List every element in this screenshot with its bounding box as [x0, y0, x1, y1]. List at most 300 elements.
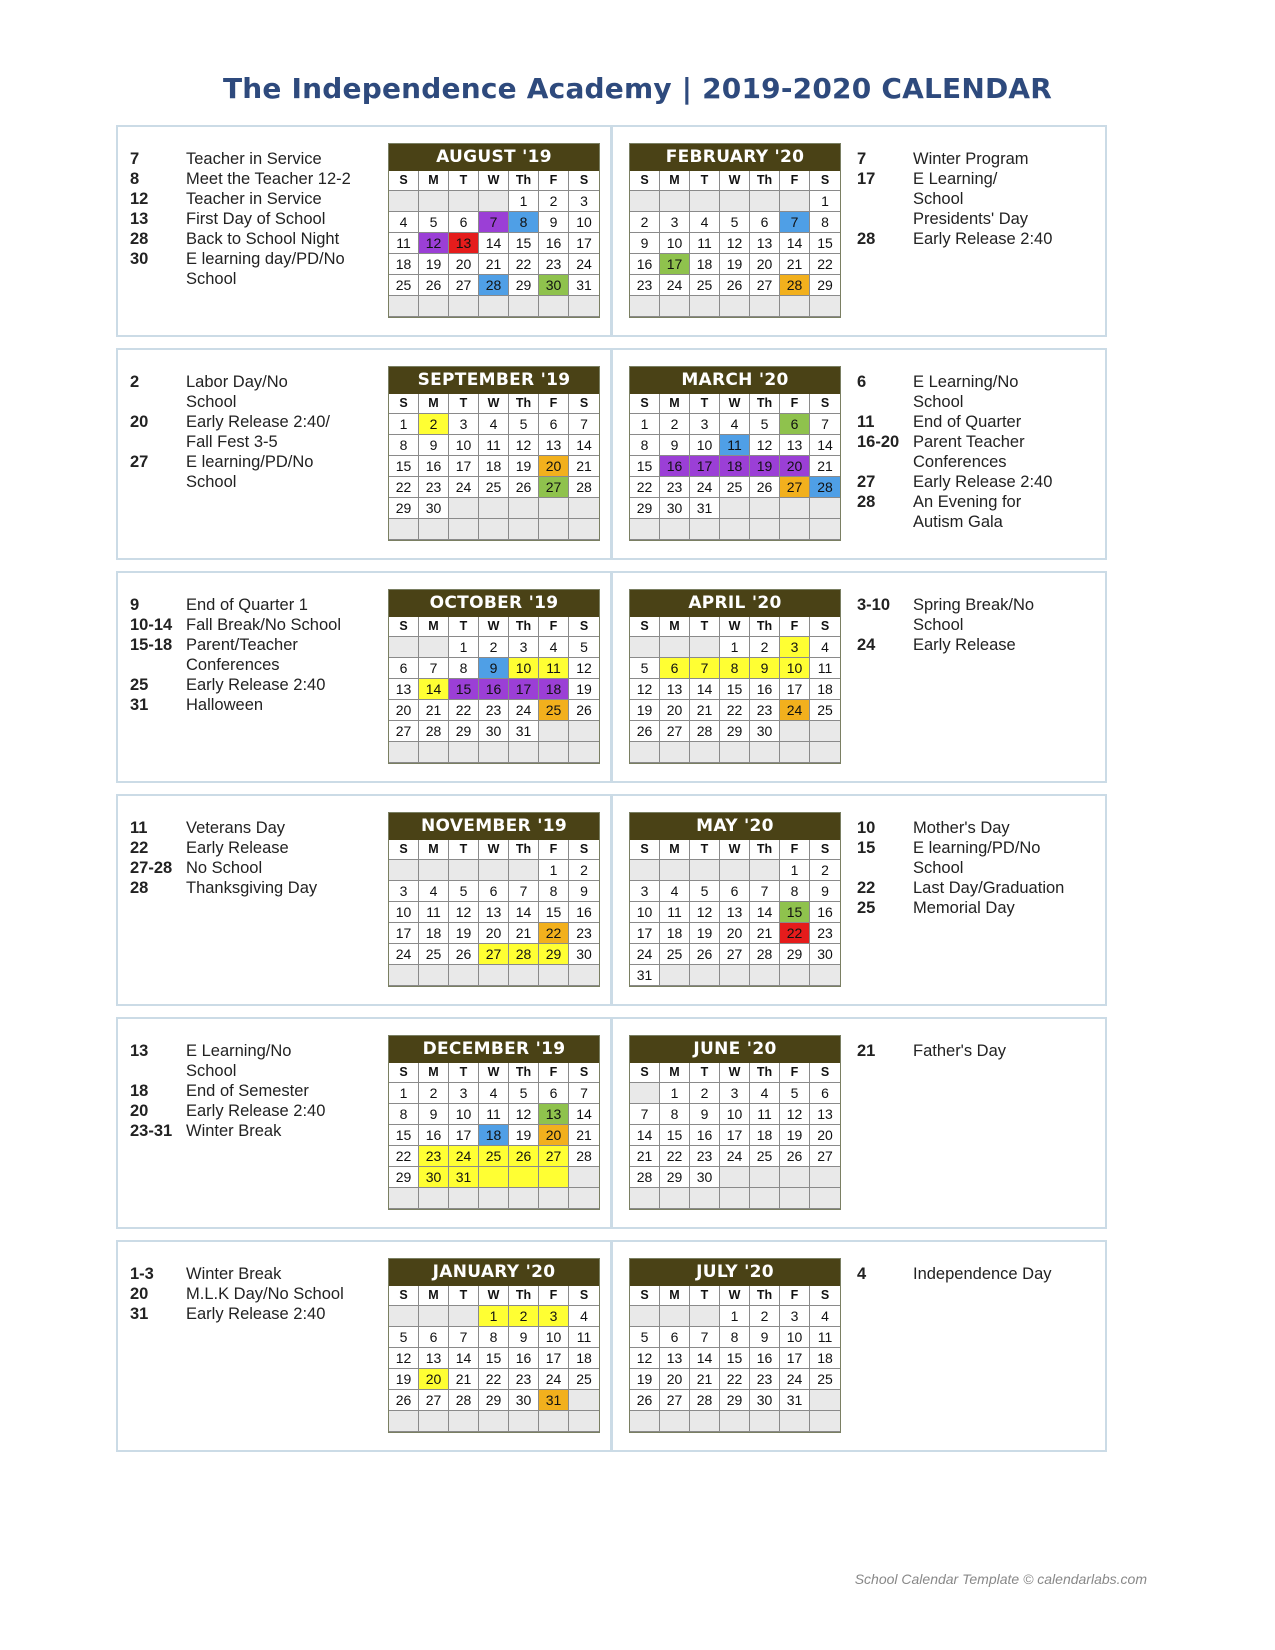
day-cell: 28	[419, 721, 449, 742]
weekday-header: S	[389, 1063, 419, 1083]
event-text: Winter Break	[186, 1122, 282, 1140]
day-cell: 22	[630, 477, 660, 498]
day-cell: 9	[690, 1104, 720, 1125]
event-text: Early Release 2:40	[186, 1305, 326, 1323]
day-cell: 5	[509, 1083, 539, 1104]
weekday-header: S	[389, 394, 419, 414]
month-panel	[116, 348, 612, 560]
month-grid	[630, 394, 840, 540]
day-cell: 15	[780, 902, 810, 923]
empty-day-cell	[690, 1188, 720, 1209]
empty-day-cell	[690, 637, 720, 658]
empty-day-cell	[419, 1188, 449, 1209]
day-cell: 27	[750, 275, 780, 296]
weekday-header: Th	[750, 840, 780, 860]
empty-day-cell	[539, 1411, 569, 1432]
day-cell: 17	[630, 923, 660, 944]
day-cell: 24	[569, 254, 599, 275]
event-list	[130, 1264, 360, 1324]
event-date: 27	[857, 473, 876, 491]
event-text: Winter Break	[186, 1265, 282, 1283]
day-cell: 5	[389, 1327, 419, 1348]
event-list	[857, 1041, 1087, 1061]
empty-day-cell	[419, 742, 449, 763]
empty-day-cell	[660, 296, 690, 317]
event-item	[130, 878, 360, 898]
empty-day-cell	[569, 1390, 599, 1411]
day-cell: 10	[720, 1104, 750, 1125]
day-cell: 21	[810, 456, 840, 477]
weekday-header: T	[449, 171, 479, 191]
day-cell: 23	[479, 700, 509, 721]
day-cell: 23	[810, 923, 840, 944]
month-panel	[611, 794, 1107, 1006]
weekday-header: W	[720, 1063, 750, 1083]
day-cell: 2	[419, 414, 449, 435]
empty-day-cell	[780, 519, 810, 540]
event-text: End of Quarter 1	[186, 596, 308, 614]
weekday-header: F	[539, 617, 569, 637]
event-date: 25	[130, 676, 149, 694]
empty-day-cell	[389, 742, 419, 763]
day-cell: 13	[449, 233, 479, 254]
empty-day-cell	[720, 191, 750, 212]
weekday-header: S	[810, 171, 840, 191]
day-cell: 9	[509, 1327, 539, 1348]
day-cell: 12	[750, 435, 780, 456]
empty-day-cell	[690, 519, 720, 540]
event-text: Early Release 2:40	[913, 230, 1053, 248]
event-item	[130, 209, 360, 229]
event-date: 31	[130, 696, 149, 714]
day-cell: 4	[389, 212, 419, 233]
empty-day-cell	[449, 191, 479, 212]
day-cell: 20	[750, 254, 780, 275]
day-cell: 8	[389, 435, 419, 456]
weekday-header: S	[630, 840, 660, 860]
empty-day-cell	[630, 191, 660, 212]
day-cell: 9	[630, 233, 660, 254]
weekday-header: S	[389, 617, 419, 637]
day-cell: 1	[780, 860, 810, 881]
day-cell: 13	[389, 679, 419, 700]
empty-day-cell	[479, 860, 509, 881]
empty-day-cell	[569, 742, 599, 763]
empty-day-cell	[780, 191, 810, 212]
day-cell: 2	[479, 637, 509, 658]
month-calendar	[388, 143, 600, 318]
month-calendar	[629, 812, 841, 987]
day-cell: 10	[509, 658, 539, 679]
month-grid	[630, 1063, 840, 1209]
event-date: 18	[130, 1082, 149, 1100]
event-item	[857, 149, 1087, 169]
day-cell: 24	[780, 700, 810, 721]
weekday-header: M	[660, 171, 690, 191]
weekday-header: W	[720, 840, 750, 860]
day-cell: 25	[810, 700, 840, 721]
weekday-header: T	[449, 394, 479, 414]
day-cell: 16	[810, 902, 840, 923]
empty-day-cell	[810, 742, 840, 763]
empty-day-cell	[660, 1188, 690, 1209]
empty-day-cell	[660, 742, 690, 763]
event-date: 21	[857, 1042, 876, 1060]
empty-day-cell	[449, 742, 479, 763]
day-cell: 17	[539, 1348, 569, 1369]
event-list	[130, 149, 360, 289]
empty-day-cell	[660, 191, 690, 212]
day-cell: 22	[389, 477, 419, 498]
day-cell: 14	[630, 1125, 660, 1146]
day-cell: 16	[750, 1348, 780, 1369]
day-cell: 28	[690, 721, 720, 742]
day-cell: 26	[690, 944, 720, 965]
day-cell: 12	[389, 1348, 419, 1369]
empty-day-cell	[539, 965, 569, 986]
empty-day-cell	[750, 191, 780, 212]
weekday-header: F	[539, 171, 569, 191]
day-cell: 25	[660, 944, 690, 965]
day-cell: 26	[780, 1146, 810, 1167]
empty-day-cell	[509, 1167, 539, 1188]
day-cell: 26	[569, 700, 599, 721]
day-cell: 12	[630, 679, 660, 700]
day-cell: 16	[509, 1348, 539, 1369]
empty-day-cell	[720, 1188, 750, 1209]
event-item	[130, 229, 360, 249]
month-grid	[630, 1286, 840, 1432]
day-cell: 18	[479, 456, 509, 477]
month-calendar	[388, 1258, 600, 1433]
weekday-header: S	[389, 171, 419, 191]
day-cell: 9	[810, 881, 840, 902]
weekday-header: W	[720, 1286, 750, 1306]
day-cell: 6	[660, 658, 690, 679]
empty-day-cell	[449, 519, 479, 540]
month-panel	[116, 125, 612, 337]
day-cell: 27	[660, 1390, 690, 1411]
event-text: Fall Break/No School	[186, 616, 341, 634]
month-panel	[611, 571, 1107, 783]
day-cell: 29	[389, 498, 419, 519]
empty-day-cell	[539, 498, 569, 519]
weekday-header: T	[690, 394, 720, 414]
empty-day-cell	[479, 1411, 509, 1432]
day-cell: 18	[539, 679, 569, 700]
day-cell: 27	[449, 275, 479, 296]
day-cell: 14	[509, 902, 539, 923]
day-cell: 31	[509, 721, 539, 742]
day-cell: 30	[479, 721, 509, 742]
event-date: 17	[857, 170, 876, 188]
event-text: End of Quarter	[913, 413, 1022, 431]
day-cell: 11	[569, 1327, 599, 1348]
day-cell: 8	[810, 212, 840, 233]
event-date: 8	[130, 170, 140, 188]
month-calendar	[629, 589, 841, 764]
day-cell: 25	[750, 1146, 780, 1167]
event-text: E Learning/No School	[913, 373, 1019, 411]
day-cell: 25	[569, 1369, 599, 1390]
weekday-header: S	[389, 840, 419, 860]
day-cell: 3	[449, 414, 479, 435]
day-cell: 21	[419, 700, 449, 721]
day-cell: 7	[569, 414, 599, 435]
day-cell: 30	[750, 1390, 780, 1411]
weekday-header: S	[810, 394, 840, 414]
event-text: No School	[186, 859, 263, 877]
weekday-header: F	[539, 1063, 569, 1083]
empty-day-cell	[810, 296, 840, 317]
day-cell: 26	[630, 721, 660, 742]
day-cell: 28	[630, 1167, 660, 1188]
day-cell: 6	[479, 881, 509, 902]
empty-day-cell	[509, 498, 539, 519]
weekday-header: Th	[750, 617, 780, 637]
event-list	[857, 372, 1087, 532]
empty-day-cell	[780, 965, 810, 986]
event-text: Early Release 2:40	[913, 473, 1053, 491]
weekday-header: M	[660, 840, 690, 860]
weekday-header: S	[389, 1286, 419, 1306]
day-cell: 24	[389, 944, 419, 965]
weekday-header: Th	[750, 1063, 780, 1083]
event-item	[130, 595, 360, 615]
empty-day-cell	[389, 191, 419, 212]
empty-day-cell	[780, 1167, 810, 1188]
month-panel	[116, 571, 612, 783]
month-title: DECEMBER '19	[389, 1036, 599, 1063]
day-cell: 7	[690, 1327, 720, 1348]
day-cell: 22	[449, 700, 479, 721]
event-list	[857, 818, 1087, 918]
weekday-header: F	[539, 840, 569, 860]
day-cell: 27	[780, 477, 810, 498]
day-cell: 22	[389, 1146, 419, 1167]
day-cell: 20	[449, 254, 479, 275]
month-grid	[389, 1063, 599, 1209]
weekday-header: T	[690, 1063, 720, 1083]
event-item	[857, 492, 1087, 532]
event-date: 10	[857, 819, 876, 837]
day-cell: 4	[569, 1306, 599, 1327]
weekday-header: F	[780, 1063, 810, 1083]
month-grid	[630, 171, 840, 317]
day-cell: 13	[660, 1348, 690, 1369]
weekday-header: F	[780, 617, 810, 637]
weekday-header: M	[660, 617, 690, 637]
day-cell: 7	[479, 212, 509, 233]
day-cell: 19	[449, 923, 479, 944]
event-date: 20	[130, 413, 149, 431]
event-text: End of Semester	[186, 1082, 309, 1100]
event-list	[857, 1264, 1087, 1284]
event-list	[130, 372, 360, 492]
event-date: 12	[130, 190, 149, 208]
day-cell: 18	[810, 679, 840, 700]
day-cell: 18	[660, 923, 690, 944]
event-date: 24	[857, 636, 876, 654]
event-text: Independence Day	[913, 1265, 1052, 1283]
day-cell: 24	[780, 1369, 810, 1390]
weekday-header: S	[569, 617, 599, 637]
empty-day-cell	[509, 296, 539, 317]
day-cell: 1	[539, 860, 569, 881]
month-grid	[389, 840, 599, 986]
day-cell: 30	[509, 1390, 539, 1411]
day-cell: 15	[630, 456, 660, 477]
event-text: Halloween	[186, 696, 264, 714]
empty-day-cell	[810, 965, 840, 986]
empty-day-cell	[750, 1411, 780, 1432]
day-cell: 22	[720, 1369, 750, 1390]
empty-day-cell	[539, 742, 569, 763]
event-text: Labor Day/No School	[186, 373, 288, 411]
day-cell: 31	[539, 1390, 569, 1411]
event-item	[130, 1264, 360, 1284]
day-cell: 13	[479, 902, 509, 923]
day-cell: 10	[660, 233, 690, 254]
day-cell: 16	[690, 1125, 720, 1146]
event-date: 28	[857, 230, 876, 248]
event-item	[130, 858, 360, 878]
event-list	[130, 1041, 360, 1141]
weekday-header: Th	[750, 171, 780, 191]
event-text: M.L.K Day/No School	[186, 1285, 344, 1303]
event-date: 28	[130, 230, 149, 248]
day-cell: 23	[509, 1369, 539, 1390]
day-cell: 12	[630, 1348, 660, 1369]
empty-day-cell	[419, 191, 449, 212]
day-cell: 7	[810, 414, 840, 435]
empty-day-cell	[389, 1188, 419, 1209]
event-item	[857, 838, 1087, 878]
event-text: E Learning/No School	[186, 1042, 292, 1080]
day-cell: 25	[389, 275, 419, 296]
event-date: 16-20	[857, 433, 900, 451]
empty-day-cell	[720, 498, 750, 519]
day-cell: 22	[660, 1146, 690, 1167]
event-date: 28	[857, 493, 876, 511]
weekday-header: S	[630, 1286, 660, 1306]
event-text: Last Day/Graduation	[913, 879, 1065, 897]
empty-day-cell	[810, 1188, 840, 1209]
day-cell: 27	[539, 1146, 569, 1167]
day-cell: 30	[419, 1167, 449, 1188]
day-cell: 19	[780, 1125, 810, 1146]
event-item	[857, 635, 1087, 655]
empty-day-cell	[539, 721, 569, 742]
day-cell: 3	[780, 1306, 810, 1327]
day-cell: 25	[539, 700, 569, 721]
empty-day-cell	[780, 1188, 810, 1209]
event-date: 20	[130, 1102, 149, 1120]
month-title: JULY '20	[630, 1259, 840, 1286]
event-item	[857, 472, 1087, 492]
empty-day-cell	[630, 637, 660, 658]
empty-day-cell	[479, 191, 509, 212]
empty-day-cell	[720, 519, 750, 540]
empty-day-cell	[810, 1167, 840, 1188]
day-cell: 1	[720, 637, 750, 658]
empty-day-cell	[539, 296, 569, 317]
day-cell: 16	[539, 233, 569, 254]
empty-day-cell	[810, 1390, 840, 1411]
day-cell: 3	[569, 191, 599, 212]
day-cell: 21	[479, 254, 509, 275]
empty-day-cell	[690, 1411, 720, 1432]
day-cell: 26	[509, 477, 539, 498]
day-cell: 17	[449, 1125, 479, 1146]
event-text: E learning day/PD/No School	[186, 250, 345, 288]
day-cell: 27	[539, 477, 569, 498]
day-cell: 3	[389, 881, 419, 902]
day-cell: 9	[419, 435, 449, 456]
weekday-header: M	[419, 840, 449, 860]
day-cell: 14	[750, 902, 780, 923]
empty-day-cell	[750, 1167, 780, 1188]
day-cell: 18	[750, 1125, 780, 1146]
weekday-header: Th	[509, 617, 539, 637]
day-cell: 29	[720, 1390, 750, 1411]
empty-day-cell	[509, 965, 539, 986]
day-cell: 17	[690, 456, 720, 477]
day-cell: 8	[720, 1327, 750, 1348]
month-grid	[389, 1286, 599, 1432]
day-cell: 17	[780, 1348, 810, 1369]
weekday-header: Th	[509, 171, 539, 191]
weekday-header: Th	[509, 394, 539, 414]
empty-day-cell	[720, 742, 750, 763]
day-cell: 26	[419, 275, 449, 296]
event-text: Early Release 2:40	[186, 676, 326, 694]
day-cell: 13	[539, 435, 569, 456]
day-cell: 9	[539, 212, 569, 233]
day-cell: 29	[720, 721, 750, 742]
empty-day-cell	[720, 296, 750, 317]
event-date: 9	[130, 596, 140, 614]
day-cell: 25	[419, 944, 449, 965]
day-cell: 5	[419, 212, 449, 233]
month-calendar	[629, 143, 841, 318]
month-panel	[116, 1240, 612, 1452]
empty-day-cell	[750, 519, 780, 540]
day-cell: 2	[690, 1083, 720, 1104]
day-cell: 2	[750, 637, 780, 658]
day-cell: 5	[630, 658, 660, 679]
month-calendar	[388, 1035, 600, 1210]
weekday-header: S	[810, 840, 840, 860]
event-item	[857, 372, 1087, 412]
event-date: 22	[857, 879, 876, 897]
day-cell: 6	[810, 1083, 840, 1104]
day-cell: 1	[389, 1083, 419, 1104]
event-date: 15	[857, 839, 876, 857]
day-cell: 21	[569, 456, 599, 477]
event-item	[130, 1284, 360, 1304]
empty-day-cell	[479, 296, 509, 317]
day-cell: 7	[690, 658, 720, 679]
event-item	[857, 878, 1087, 898]
empty-day-cell	[479, 965, 509, 986]
day-cell: 17	[569, 233, 599, 254]
day-cell: 8	[479, 1327, 509, 1348]
month-grid	[630, 617, 840, 763]
day-cell: 13	[539, 1104, 569, 1125]
event-item	[857, 169, 1087, 229]
day-cell: 10	[630, 902, 660, 923]
